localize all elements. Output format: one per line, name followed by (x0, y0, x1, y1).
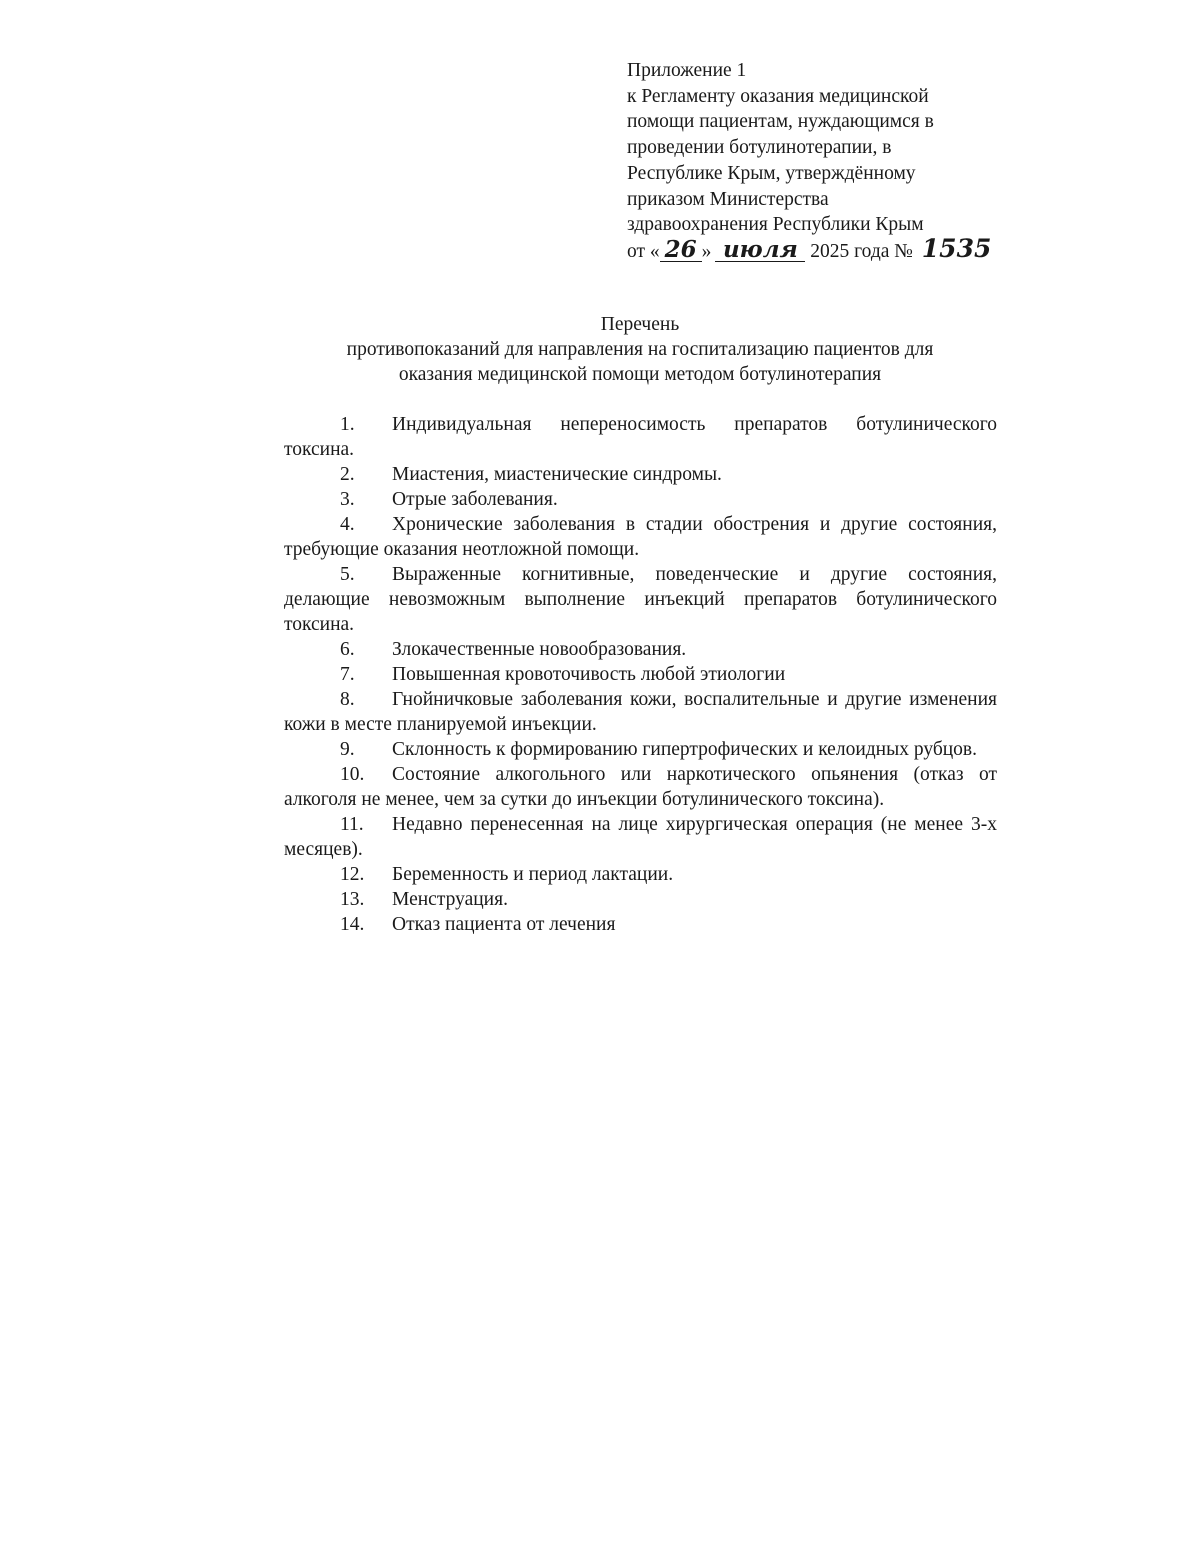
item-text: Индивидуальная непереносимость препаратов ботулинического токсина. (284, 414, 997, 460)
appendix-header (627, 58, 1047, 265)
item-text: Повышенная кровоточивость любой этиологии (392, 664, 786, 685)
item-text: Хронические заболевания в стадии обострения и другие состояния, требующие оказания неотложной помощи. (284, 514, 997, 560)
item-text: Склонность к формированию гипертрофических и келоидных рубцов. (392, 739, 978, 760)
date-close: » (701, 240, 712, 262)
item-number: 13. (340, 889, 365, 910)
list-item (284, 862, 997, 887)
item-text: Недавно перенесенная на лице хирургическая операция (не менее 3-х месяцев). (284, 814, 997, 860)
item-number: 4. (340, 514, 355, 535)
handwritten-order-number: 1535 (921, 233, 992, 263)
item-text: Отказ пациента от лечения (392, 914, 616, 935)
item-text: Беременность и период лактации. (392, 864, 674, 885)
list-item (284, 912, 997, 937)
item-number: 10. (340, 764, 365, 785)
item-text: Менструация. (392, 889, 508, 910)
document-title (280, 312, 1000, 387)
list-item (284, 562, 997, 637)
item-text: Выраженные когнитивные, поведенческие и другие состояния, делающие невозможным выполнение инъекций препаратов ботулинического токсина. (284, 564, 997, 635)
item-text: Злокачественные новообразования. (392, 639, 687, 660)
item-number: 1. (340, 414, 355, 435)
item-text: Отрые заболевания. (392, 489, 558, 510)
list-item (284, 637, 997, 662)
item-number: 6. (340, 639, 355, 660)
appendix-line: здравоохранения Республики Крым (627, 214, 924, 236)
order-date-line (627, 233, 1047, 265)
list-item (284, 762, 997, 812)
item-number: 7. (340, 664, 355, 685)
item-text: Миастения, миастенические синдромы. (392, 464, 722, 485)
item-number: 11. (340, 814, 364, 835)
appendix-line: к Регламенту оказания медицинской (627, 85, 929, 107)
item-number: 14. (340, 914, 365, 935)
list-item (284, 462, 997, 487)
item-text: Гнойничковые заболевания кожи, воспалительные и другие изменения кожи в месте планируемой инъекции. (284, 689, 997, 735)
list-item (284, 412, 997, 462)
year-text: 2025 года № (810, 240, 913, 262)
date-prefix: от « (627, 240, 660, 262)
list-item (284, 687, 997, 737)
title-line: противопоказаний для направления на госпитализацию пациентов для (346, 339, 934, 360)
item-number: 2. (340, 464, 355, 485)
appendix-line: Приложение 1 (627, 60, 747, 81)
list-item (284, 662, 997, 687)
item-number: 9. (340, 739, 355, 760)
handwritten-day: 26 (660, 239, 702, 262)
appendix-line: Республике Крым, утверждённому (627, 162, 916, 184)
contraindications-list (284, 412, 997, 937)
appendix-line: помощи пациентам, нуждающимся в (627, 111, 934, 133)
item-number: 8. (340, 689, 355, 710)
title-line: оказания медицинской помощи методом ботулинотерапия (398, 364, 882, 385)
item-text: Состояние алкогольного или наркотического опьянения (отказ от алкоголя не менее, чем за сутки до инъекции ботулинического токсина). (284, 764, 997, 810)
title-line: Перечень (600, 314, 680, 335)
appendix-line: проведении ботулинотерапии, в (627, 137, 892, 159)
handwritten-month: июля (715, 239, 805, 262)
item-number: 5. (340, 564, 355, 585)
item-number: 12. (340, 864, 365, 885)
appendix-line: приказом Министерства (627, 188, 829, 210)
list-item (284, 512, 997, 562)
list-item (284, 812, 997, 862)
item-number: 3. (340, 489, 355, 510)
list-item (284, 887, 997, 912)
list-item (284, 737, 997, 762)
list-item (284, 487, 997, 512)
